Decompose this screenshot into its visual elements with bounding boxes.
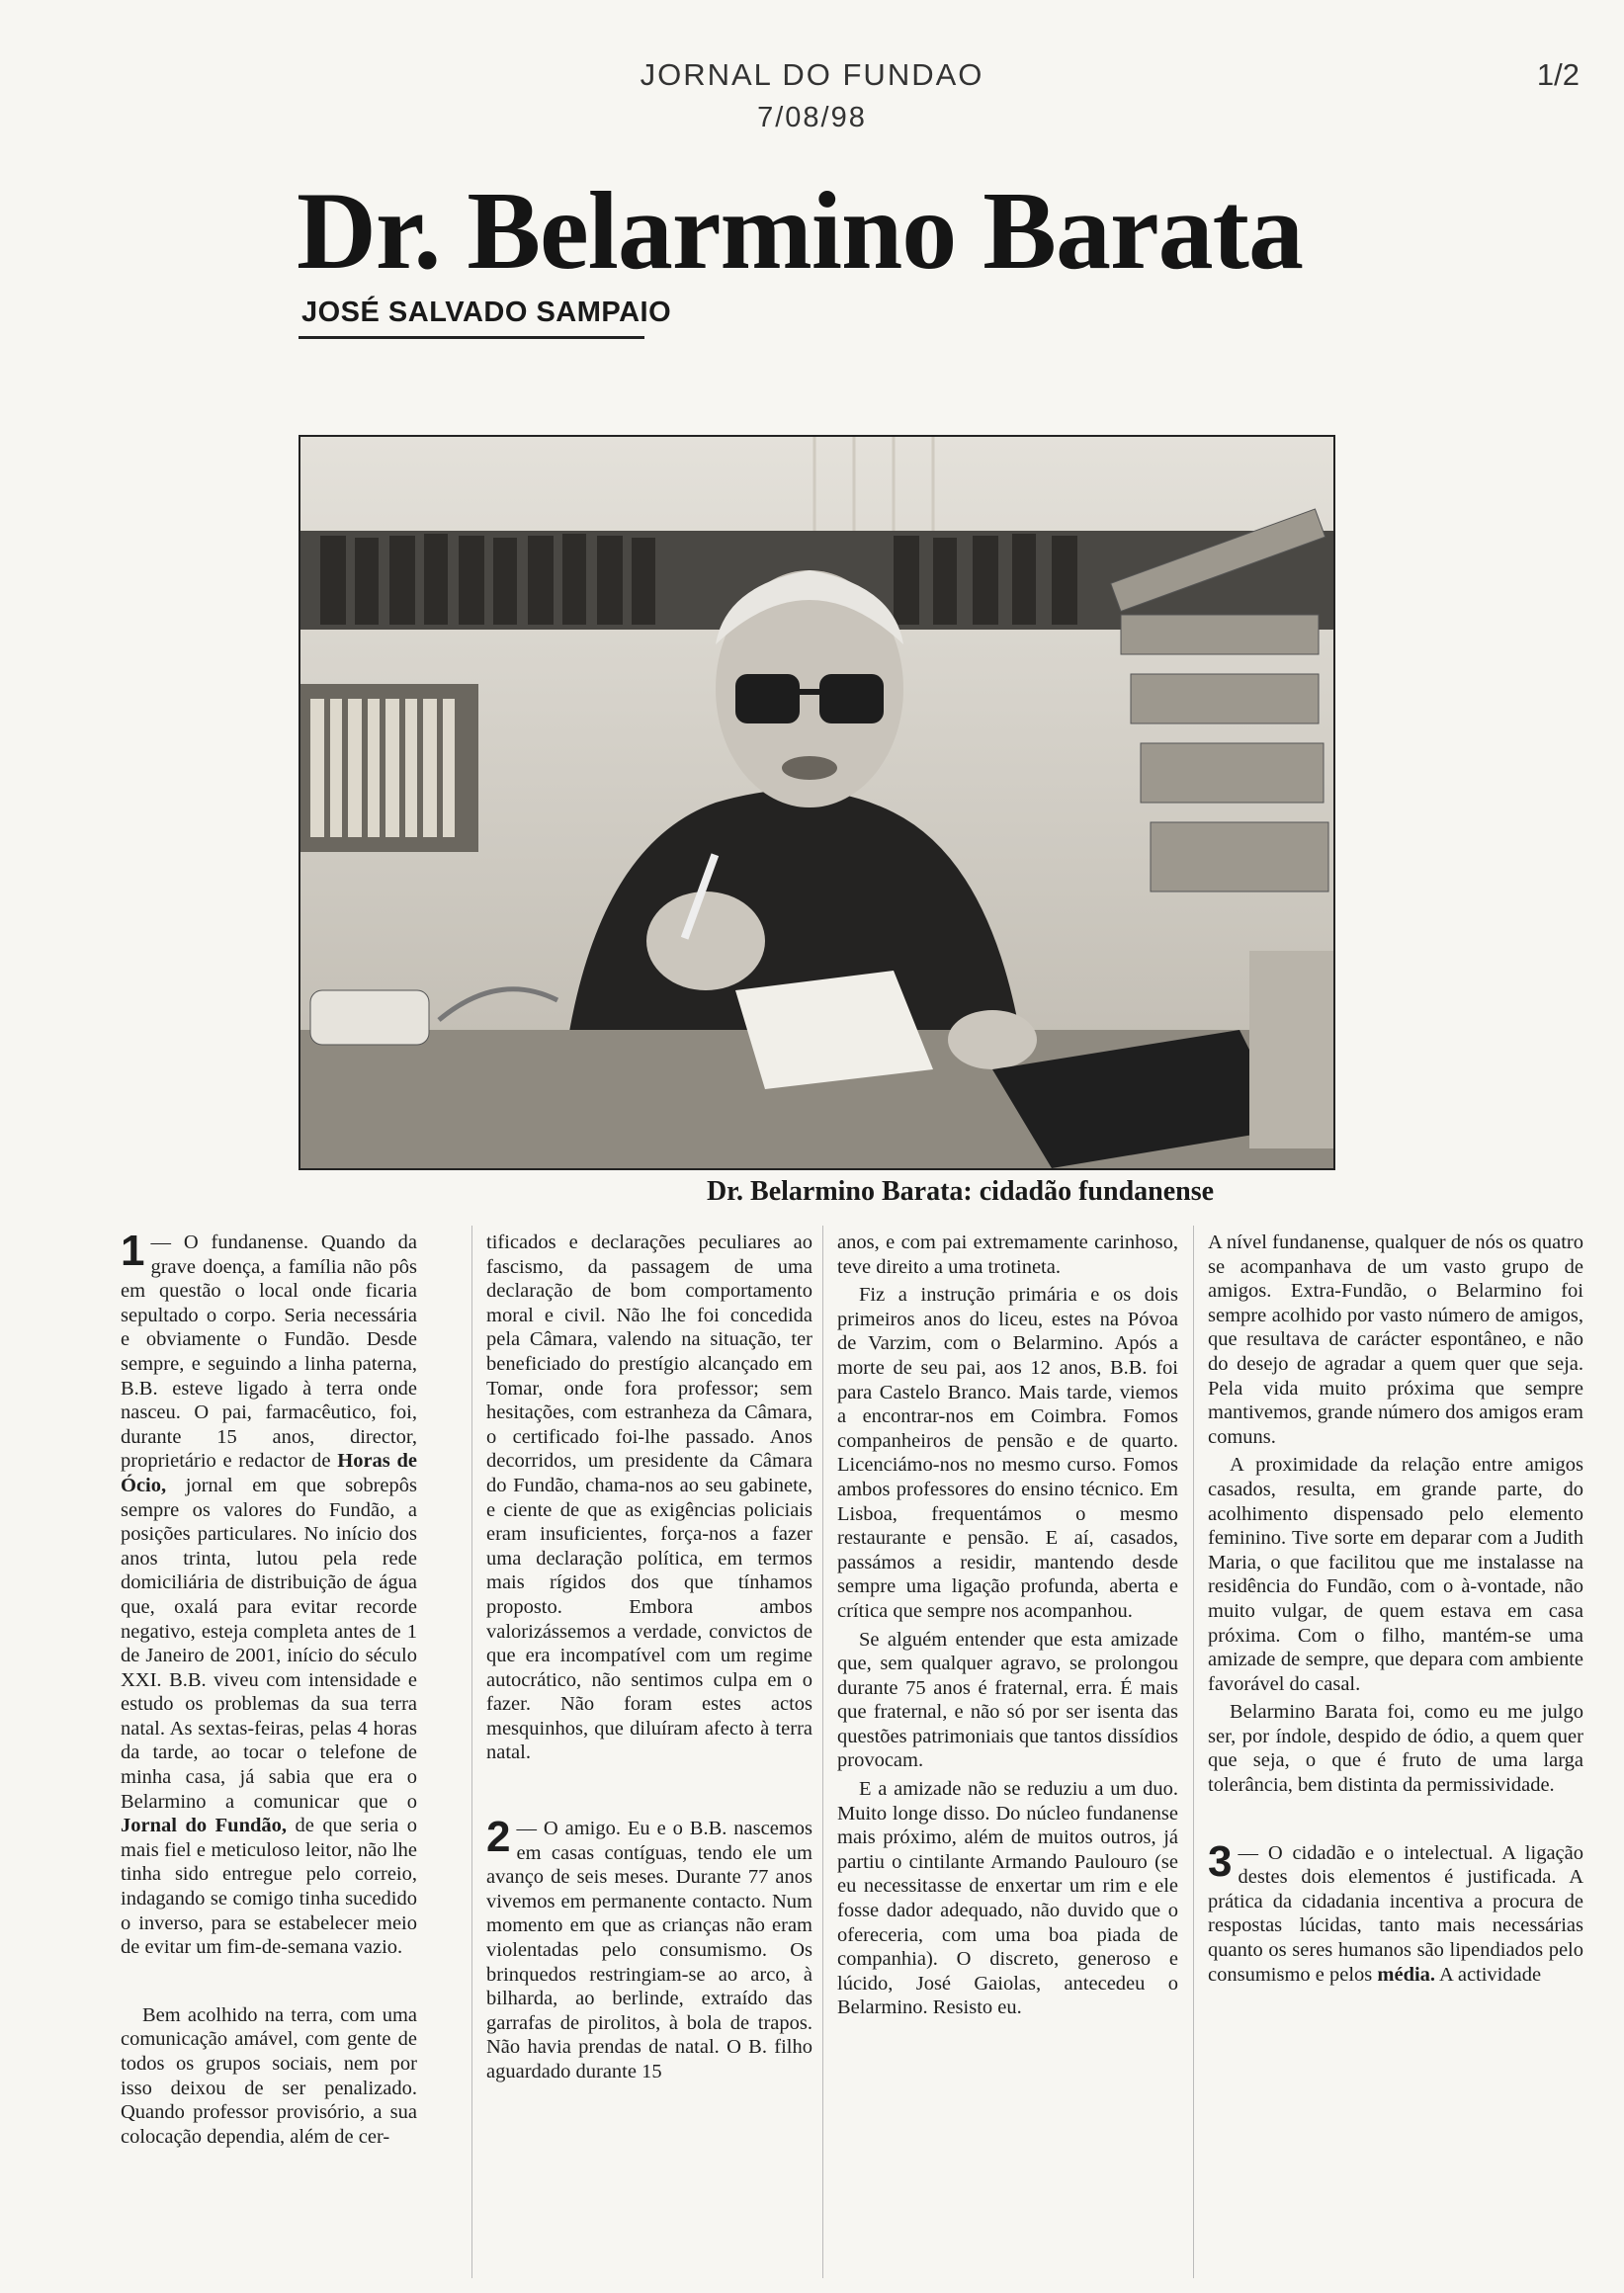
section-number: 2 [486,1813,511,1862]
text-run: — O cidadão e o intelectual. A ligação destes dois elementos é justificada. A prática da cidadania incentiva a procura de respostas lúcidas, tanto mais necessárias quanto os seres humanos são lipendiados pelo consumismo e pelos [1208,1841,1583,1986]
paragraph: Fiz a instrução primária e os dois primeiros anos do liceu, estes na Póvoa de Varzim, com o Belarmino. Após a morte de seu pai, aos 12 anos, B.B. foi para Castelo Branco. Mais tarde, viemos a encontrar-nos em Coimbra. Fomos companheiros de pensão e de quarto. Licenciámo-nos no mesmo curso. Fomos ambos professores do ensino técnico. Em Lisboa, frequentámos o mesmo restaurante e pensão. E aí, casados, passámos a residir, mantendo desde sempre uma ligação profunda, aberta e crítica que sempre nos acompanhou. [837,1284,1178,1622]
paragraph: A nível fundanense, qualquer de nós os quatro se acompanhava de um vasto grupo de amigos. Extra-Fundão, o Belarmino foi sempre acolhido por vasto número de amigos, que resultava de carácter espontâneo, e não do desejo de agradar a quem quer que seja. Pela vida muito próxima que sempre mantivemos, grande número dos amigos eram comuns. [1208,1231,1583,1448]
section-number: 1 [121,1227,145,1275]
newspaper-name: Jornal do Fundão, [121,1815,287,1837]
section-2-paragraph [486,1813,812,2084]
article-column-1 [121,1227,418,2153]
article-column-3 [837,1231,1178,2024]
paragraph: A proximidade da relação entre amigos casados, resulta, em grande parte, do acolhimento dispensado pelo elemento feminino. Tive sorte em deparar com a Judith Maria, o que facilitou que me instalasse na residência do Fundão, com o à-vontade, não muito vulgar, de quem estava em casa próxima. Com o filho, mantém-se uma amizade de sempre, que depara com ambiente favorável do casal. [1208,1454,1583,1695]
publication-name: JORNAL DO FUNDAO [640,57,984,92]
article-byline: JOSÉ SALVADO SAMPAIO [301,297,672,328]
byline-underline [299,336,644,339]
paragraph: Bem acolhido na terra, com uma comunicação amável, com gente de todos os grupos sociais, nem por isso deixou de ser penalizado. Quando professor provisório, a sua colocação dependia, além de cer- [121,2003,417,2148]
article-column-2 [486,1231,812,2088]
text-run: jornal em que sobrepôs sempre os valores do Fundão, a posições particulares. No início dos anos trinta, lutou pela rede domiciliária de distribuição de água que, oxalá para evitar recorde negativo, esteja completa antes de 1 de Janeiro de 2001, início do século XXI. B.B. viveu com intensidade e estudo os problemas da sua terra natal. As sextas-feiras, pelas 4 horas da tarde, ao tocar o telefone de minha casa, já sabia que era o Belarmino a comunicar que o [121,1474,418,1813]
photo-caption: Dr. Belarmino Barata: cidadão fundanense [706,1176,1215,1207]
publication-date: 7/08/98 [757,102,867,133]
page-number: 1/2 [1536,57,1580,92]
paragraph: Belarmino Barata foi, como eu me julgo ser, por índole, despido de ódio, a quem quer que seja, o que é fruto de uma larga tolerância, bem distinta da permissividade. [1208,1701,1583,1797]
text-run: A actividade [1439,1963,1542,1986]
column-divider [471,1226,472,2278]
section-1-paragraph [121,1227,418,1960]
article-column-4 [1208,1231,1583,1991]
column-divider [1193,1226,1194,2278]
paragraph: anos, e com pai extremamente carinhoso, teve direito a uma trotineta. [837,1231,1178,1278]
article-headline: Dr. Belarmino Barata [297,170,1303,293]
section-3-paragraph [1208,1836,1583,1988]
paragraph: tificados e declarações peculiares ao fascismo, da passagem de uma declaração de bom comportamento moral e civil. Não lhe foi concedida pela Câmara, valendo na situação, ter beneficiado do prestígio alcançado em Tomar, onde fora professor; sem hesitações, com estranheza da Câmara, o certificado foi-lhe passado. Anos decorridos, um presidente da Câmara do Fundão, chama-nos ao seu gabinete, e ciente de que as exigências policiais eram insuficientes, força-nos a fazer uma declaração política, em termos mais rígidos dos que tínhamos proposto. Embora ambos valorizássemos a verdade, convictos de que era incompatível com um regime autocrático, não sentimos culpa em o fazer. Não foram estes actos mesquinhos, que diluíram afecto à terra natal. [486,1231,812,1764]
text-run: — O fundanense. Quando da grave doença, a família não pôs em questão o local onde ficaria sepultado o corpo. Seria necessária e obviamente o Fundão. Desde sempre, e seguindo a linha paterna, B.B. esteve ligado à terra onde nasceu. O pai, farmacêutico, foi, durante 15 anos, director, proprietário e redactor de [121,1231,417,1473]
text-run: de que seria o mais fiel e meticuloso leitor, não lhe tinha sido entregue pelo correio, indagando se comigo tinha sucedido o inverso, para se estabelecer meio de evitar um fim-de-semana vazio. [121,1815,417,1959]
newspaper-name: Horas de Ócio, [121,1450,418,1496]
text-run: — O amigo. Eu e o B.B. nascemos em casas contíguas, tendo ele um avanço de seis meses. Durante 77 anos vivemos em permanente contacto. Num momento em que as crianças não eram violentadas pelo consumismo. Os brinquedos restringiam-se ao arco, à bilharda, ao berlinde, extraído das garrafas de pirolitos, à bola de trapos. Não havia prendas de natal. O B. filho aguardado durante 15 [486,1818,812,2082]
section-number: 3 [1208,1836,1233,1886]
paragraph: E a amizade não se reduziu a um duo. Muito longe disso. Do núcleo fundanense mais próximo, além de muitos outros, já partiu o cintilante Armando Paulouro (se eu necessitasse de enxertar um rim e ele fosse dador adequado, não duvido que o ofereceria, com uma boa piada de companhia). O discreto, generoso e lúcido, José Gaiolas, antecedeu o Belarmino. Resisto eu. [837,1778,1178,2019]
portrait-photo [299,435,1335,1170]
column-divider [822,1226,823,2278]
paragraph: Se alguém entender que esta amizade que, sem qualquer agravo, se prolongou durante 75 anos é fraternal, erra. É mais que fraternal, e não só por ser isenta das questões patrimoniais que tantos dissídios provocam. [837,1628,1178,1772]
emphasis: média. [1377,1963,1436,1986]
